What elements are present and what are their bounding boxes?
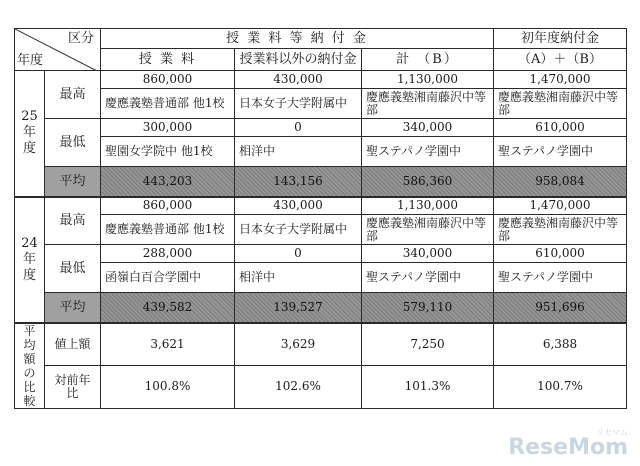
header-first-year: 初年度納付金 (494, 29, 627, 49)
value-cell: 430,000 (235, 197, 362, 215)
table-row (15, 245, 627, 263)
table-row (15, 119, 627, 137)
school-cell: 聖ステパノ学園中 (494, 137, 627, 167)
value-cell: 430,000 (235, 71, 362, 89)
comparison-label: 平均額の比較 (15, 323, 45, 409)
average-cell: 139,527 (235, 293, 362, 323)
table-row-average (15, 167, 627, 197)
table-row-ratio (15, 365, 627, 408)
value-cell: 1,470,000 (494, 197, 627, 215)
header-nendo: 年度 (17, 53, 44, 68)
year-24-label: 24年度 (15, 197, 45, 323)
average-cell: 586,360 (362, 167, 494, 197)
school-cell: 相洋中 (235, 137, 362, 167)
row-label-max: 最高 (45, 197, 101, 245)
school-cell: 聖園女学院中 他1校 (101, 137, 235, 167)
header-kubun: 区分 (67, 31, 94, 46)
tuition-table (14, 28, 627, 409)
ratio-cell: 100.7% (494, 365, 627, 408)
average-cell: 143,156 (235, 167, 362, 197)
school-cell: 聖ステパノ学園中 (494, 263, 627, 293)
header-total: 計 （B） (362, 49, 494, 71)
school-cell: 聖ステパノ学園中 (362, 263, 494, 293)
ratio-cell: 101.3% (362, 365, 494, 408)
school-cell: 日本女子大学附属中 (235, 89, 362, 119)
table-row (15, 71, 627, 89)
school-cell: 慶應義塾湘南藤沢中等部 (494, 215, 627, 245)
average-cell: 443,203 (101, 167, 235, 197)
header-corner (15, 29, 101, 71)
school-cell: 慶應義塾普通部 他1校 (101, 215, 235, 245)
row-label-ratio: 対前年比 (45, 365, 101, 408)
row-label-average: 平均 (45, 167, 101, 197)
value-cell: 860,000 (101, 71, 235, 89)
value-cell: 0 (235, 119, 362, 137)
school-cell: 相洋中 (235, 263, 362, 293)
increase-cell: 6,388 (494, 323, 627, 366)
watermark-logo: ReseMom (508, 435, 628, 460)
value-cell: 0 (235, 245, 362, 263)
school-cell: 慶應義塾普通部 他1校 (101, 89, 235, 119)
school-cell: 函嶺白百合学園中 (101, 263, 235, 293)
table-row (15, 263, 627, 293)
header-other: 授業料以外の納付金 (235, 49, 362, 71)
average-cell: 579,110 (362, 293, 494, 323)
average-cell: 951,696 (494, 293, 627, 323)
header-first-year-sub: （A）＋（B） (494, 49, 627, 71)
increase-cell: 3,629 (235, 323, 362, 366)
resemom-watermark (508, 428, 628, 460)
table-row-average (15, 293, 627, 323)
increase-cell: 7,250 (362, 323, 494, 366)
ratio-cell: 100.8% (101, 365, 235, 408)
row-label-min: 最低 (45, 245, 101, 293)
value-cell: 340,000 (362, 245, 494, 263)
value-cell: 1,130,000 (362, 197, 494, 215)
header-group-title: 授 業 料 等 納 付 金 (101, 29, 494, 49)
school-cell: 慶應義塾湘南藤沢中等部 (362, 89, 494, 119)
row-label-max: 最高 (45, 71, 101, 119)
watermark-sub: リセマム (596, 428, 628, 437)
value-cell: 610,000 (494, 245, 627, 263)
table-row-increase (15, 323, 627, 366)
increase-cell: 3,621 (101, 323, 235, 366)
row-label-increase: 値上額 (45, 323, 101, 366)
value-cell: 340,000 (362, 119, 494, 137)
value-cell: 610,000 (494, 119, 627, 137)
value-cell: 1,130,000 (362, 71, 494, 89)
value-cell: 860,000 (101, 197, 235, 215)
ratio-cell: 102.6% (235, 365, 362, 408)
school-cell: 日本女子大学附属中 (235, 215, 362, 245)
year-25-label: 25年度 (15, 71, 45, 197)
table-row (15, 215, 627, 245)
row-label-average: 平均 (45, 293, 101, 323)
average-cell: 439,582 (101, 293, 235, 323)
school-cell: 聖ステパノ学園中 (362, 137, 494, 167)
table-row (15, 197, 627, 215)
average-cell: 958,084 (494, 167, 627, 197)
value-cell: 288,000 (101, 245, 235, 263)
school-cell: 慶應義塾湘南藤沢中等部 (362, 215, 494, 245)
header-tuition: 授 業 料 (101, 49, 235, 71)
school-cell: 慶應義塾湘南藤沢中等部 (494, 89, 627, 119)
value-cell: 1,470,000 (494, 71, 627, 89)
table-row (15, 89, 627, 119)
table-row (15, 137, 627, 167)
value-cell: 300,000 (101, 119, 235, 137)
row-label-min: 最低 (45, 119, 101, 167)
